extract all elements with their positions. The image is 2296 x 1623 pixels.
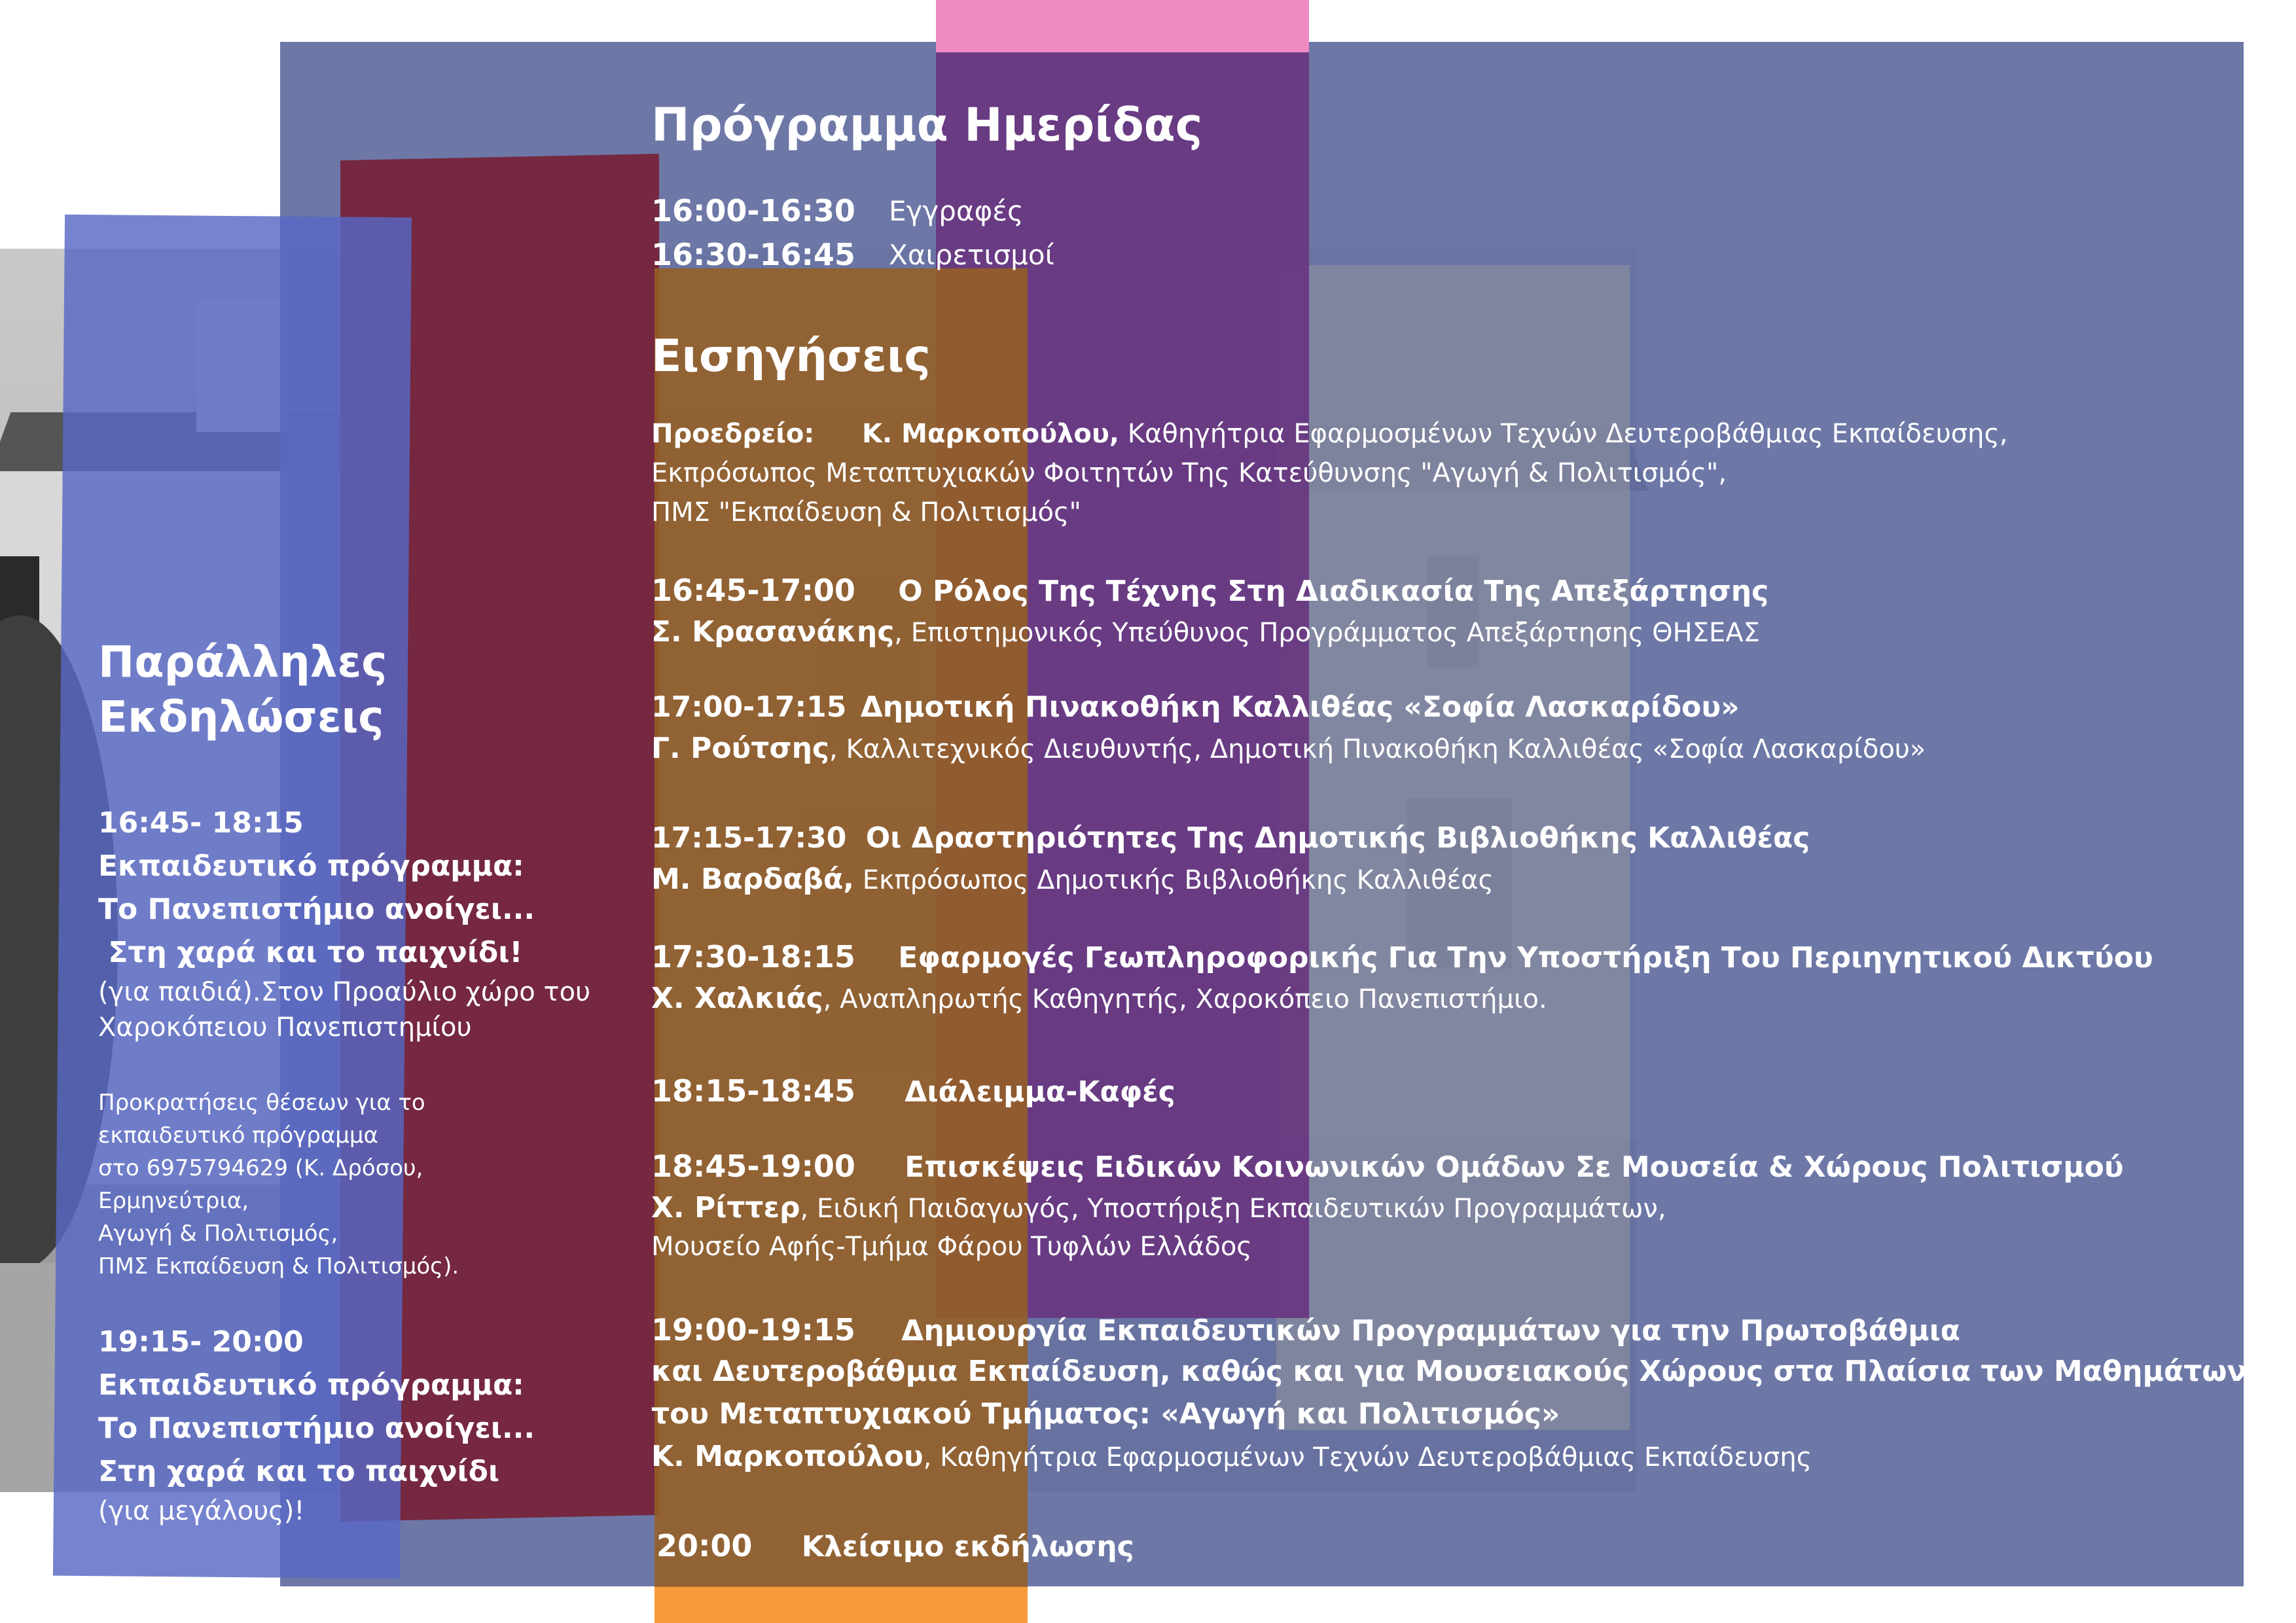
- booking-line-2: εκπαιδευτικό πρόγραμμα: [98, 1122, 378, 1149]
- pink-strip: [936, 0, 1309, 52]
- closing-time: 20:00: [656, 1528, 753, 1563]
- talk-2-speaker: Γ. Ρούτσης: [651, 732, 830, 765]
- presidium-line-3: ΠΜΣ "Εκπαίδευση & Πολιτισμός": [651, 497, 1081, 527]
- break-row: [651, 1073, 1175, 1109]
- presidium-label: Προεδρείο:: [651, 419, 815, 449]
- event-2-line-3: Στη χαρά και το παιχνίδι: [98, 1455, 500, 1488]
- talk-6-title-3: του Μεταπτυχιακού Τμήματος: «Αγωγή και Πολιτισμός»: [651, 1397, 1560, 1431]
- parallel-heading-line-2: Εκδηλώσεις: [98, 692, 384, 742]
- talk-3-desc: Εκπρόσωπος Δημοτικής Βιβλιοθήκης Καλλιθέας: [853, 865, 1494, 895]
- booking-line-1: Προκρατήσεις θέσεων για το: [98, 1090, 425, 1116]
- talk-4-title: Εφαρμογές Γεωπληροφορικής Για Την Υποστήριξη Του Περιηγητικού Δικτύου: [898, 941, 2153, 974]
- booking-line-4: Ερμηνεύτρια,: [98, 1188, 249, 1214]
- presidium-role: Καθηγήτρια Εφαρμοσμένων Τεχνών Δευτεροβάθμιας Εκπαίδευσης,: [1119, 419, 2008, 449]
- presidium-name: Κ. Μαρκοπούλου,: [862, 419, 1120, 449]
- talk-1-speaker: Σ. Κρασανάκης: [651, 615, 895, 649]
- presidium-line-2: Εκπρόσωπος Μεταπτυχιακών Φοιτητών Της Κατεύθυνσης "Αγωγή & Πολιτισμός",: [651, 458, 1727, 488]
- talk-4-header: [651, 939, 2153, 974]
- event-2-line-1: Εκπαιδευτικό πρόγραμμα:: [98, 1368, 524, 1402]
- talk-1-title: Ο Ρόλος Της Τέχνης Στη Διαδικασία Της Απεξάρτησης: [898, 575, 1769, 608]
- break-title: Διάλειμμα-Καφές: [905, 1075, 1175, 1109]
- closing-title: Κλείσιμο εκδήλωσης: [801, 1530, 1134, 1563]
- talk-5-speaker: Χ. Ρίττερ: [651, 1191, 800, 1224]
- program-title: Πρόγραμμα Ημερίδας: [651, 98, 1203, 152]
- talk-2-desc: , Καλλιτεχνικός Διευθυντής, Δημοτική Πινακοθήκη Καλλιθέας «Σοφία Λασκαρίδου»: [829, 734, 1926, 764]
- parallel-event-1: [98, 802, 590, 1045]
- parallel-event-2: [98, 1321, 535, 1529]
- talk-3-time: 17:15-17:30: [651, 821, 847, 855]
- event-1-time: 16:45- 18:15: [98, 806, 304, 840]
- talk-6-speaker: Κ. Μαρκοπούλου: [651, 1440, 924, 1473]
- talk-6-header: [651, 1312, 1960, 1347]
- break-time: 18:15-18:45: [651, 1073, 855, 1109]
- opening-time-1: 16:00-16:30: [651, 193, 855, 228]
- parallel-heading: [98, 635, 387, 745]
- event-2-time: 19:15- 20:00: [98, 1325, 304, 1359]
- talk-5-time: 18:45-19:00: [651, 1149, 855, 1184]
- talk-2-time: 17:00-17:15: [651, 690, 847, 724]
- talk-5-title: Επισκέψεις Ειδικών Κοινωνικών Ομάδων Σε Μουσεία & Χώρους Πολιτισμού: [905, 1150, 2124, 1184]
- talk-4-time: 17:30-18:15: [651, 939, 855, 974]
- parallel-heading-line-1: Παράλληλες: [98, 637, 387, 687]
- event-1-line-5: Χαροκόπειου Πανεπιστημίου: [98, 1012, 472, 1043]
- talk-4-desc: , Αναπληρωτής Καθηγητής, Χαροκόπειο Πανεπιστήμιο.: [823, 984, 1547, 1014]
- event-2-line-4: (για μεγάλους)!: [98, 1496, 305, 1526]
- talk-3-title: Οι Δραστηριότητες Της Δημοτικής Βιβλιοθήκης Καλλιθέας: [865, 821, 1810, 855]
- talk-5-speaker-line: [651, 1191, 1666, 1224]
- booking-line-6: ΠΜΣ Εκπαίδευση & Πολιτισμός).: [98, 1253, 459, 1279]
- event-1-line-1: Εκπαιδευτικό πρόγραμμα:: [98, 849, 524, 883]
- orange-strip: [655, 1587, 1028, 1623]
- event-1-line-3: Στη χαρά και το παιχνίδι!: [98, 936, 523, 969]
- talk-3-header: [651, 821, 1810, 855]
- booking-info: [98, 1086, 459, 1283]
- talk-1-desc: , Επιστημονικός Υπεύθυνος Προγράμματος Απεξάρτησης ΘΗΣΕΑΣ: [894, 618, 1760, 648]
- talk-5-desc: , Ειδική Παιδαγωγός, Υποστήριξη Εκπαιδευτικών Προγραμμάτων,: [800, 1194, 1666, 1224]
- talk-6-title: Δημιουργία Εκπαιδευτικών Προγραμμάτων για την Πρωτοβάθμια: [901, 1314, 1960, 1347]
- talk-2-title: Δημοτική Πινακοθήκη Καλλιθέας «Σοφία Λασκαρίδου»: [860, 690, 1740, 724]
- booking-line-5: Αγωγή & Πολιτισμός,: [98, 1221, 338, 1247]
- talk-3-speaker: Μ. Βαρδαβά,: [651, 863, 854, 896]
- talk-1-header: [651, 573, 1768, 608]
- event-1-line-4: (για παιδιά).Στον Προαύλιο χώρο του: [98, 977, 591, 1007]
- talk-2-speaker-line: [651, 732, 1926, 765]
- opening-label-1: Εγγραφές: [889, 195, 1024, 227]
- talk-2-header: [651, 690, 1740, 724]
- talk-5-desc-2: Μουσείο Αφής-Τμήμα Φάρου Τυφλών Ελλάδος: [651, 1232, 1252, 1262]
- talk-6-desc: , Καθηγήτρια Εφαρμοσμένων Τεχνών Δευτεροβάθμιας Εκπαίδευσης: [923, 1442, 1812, 1472]
- event-1-line-2: Το Πανεπιστήμιο ανοίγει...: [98, 893, 535, 926]
- closing-row: [656, 1528, 1134, 1563]
- talk-3-speaker-line: [651, 863, 1494, 896]
- talk-1-time: 16:45-17:00: [651, 573, 855, 608]
- booking-line-3: στο 6975794629 (Κ. Δρόσου,: [98, 1155, 423, 1181]
- talk-4-speaker-line: [651, 982, 1547, 1015]
- talk-4-speaker: Χ. Χαλκιάς: [651, 982, 823, 1015]
- talk-6-time: 19:00-19:15: [651, 1312, 855, 1347]
- talk-6-title-2: και Δευτεροβάθμια Εκπαίδευση, καθώς και για Μουσειακούς Χώρους στα Πλαίσια των Μαθημάτων: [651, 1355, 2247, 1388]
- talk-5-header: [651, 1149, 2124, 1184]
- event-2-line-2: Το Πανεπιστήμιο ανοίγει...: [98, 1412, 535, 1445]
- talks-heading: Εισηγήσεις: [651, 330, 931, 382]
- presidium-line-1: [651, 419, 2008, 449]
- opening-label-2: Χαιρετισμοί: [889, 239, 1054, 271]
- opening-time-2: 16:30-16:45: [651, 237, 855, 272]
- talk-1-speaker-line: [651, 615, 1760, 649]
- talk-6-speaker-line: [651, 1440, 1812, 1473]
